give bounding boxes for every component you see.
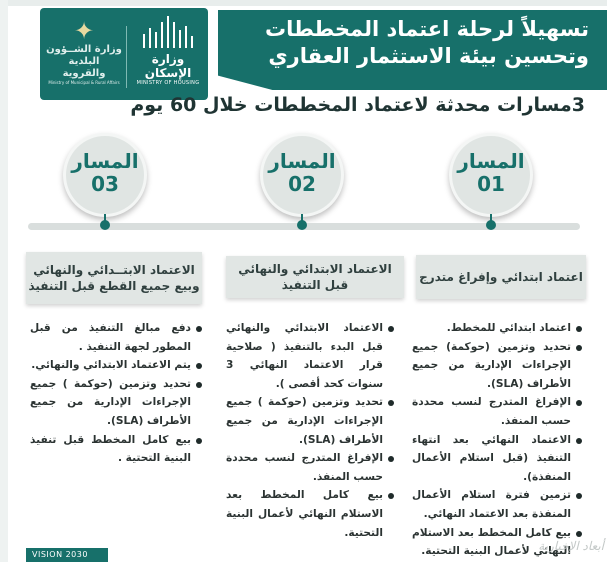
- track-1-label: المسار: [457, 149, 525, 173]
- buildings-icon: [138, 14, 198, 48]
- watermark: أبعاد الإخبارية: [538, 539, 604, 553]
- list-item: بيع كامل المخطط بعد الاستلام النهائي لأعمال البنية التحتية.: [226, 486, 394, 542]
- moh-logo-english: MINISTRY OF HOUSING: [136, 80, 200, 86]
- mia-logo-arabic: وزارة الشــؤون البلدية والقروية: [46, 44, 122, 79]
- moh-logo: [132, 14, 204, 87]
- title-line-1: تسهيلاً لرحلة اعتماد المخططات: [264, 17, 589, 41]
- moh-logo-arabic: وزارة الإسكان: [144, 52, 192, 80]
- list-item: الإفراغ المتدرج لنسب محددة حسب المنفذ.: [226, 449, 394, 486]
- mia-logo: [46, 18, 122, 86]
- top-border: [0, 0, 607, 6]
- track-2-label: المسار: [268, 149, 336, 173]
- palm-swords-emblem-icon: ✦: [73, 17, 95, 45]
- list-item: دفع مبالغ التنفيذ من قبل المطور لجهة التنفيذ .: [30, 319, 202, 356]
- list-item: بيع كامل المخطط بعد الاستلام النهائي لأعمال البنية التحتية.: [412, 524, 582, 561]
- track-3-circle: [63, 133, 147, 217]
- track-2-circle: [260, 133, 344, 217]
- left-border: [0, 0, 8, 562]
- track-1-list: [412, 319, 582, 561]
- title-line-2: وتحسين بيئة الاستثمار العقاري: [268, 44, 589, 68]
- logo-divider: [126, 26, 127, 88]
- track-1-dot: [486, 220, 496, 230]
- list-item: بيع كامل المخطط قبل تنفيذ البنية التحتية .: [30, 431, 202, 468]
- list-item: تزمين فترة استلام الأعمال المنفذة بعد الاعتماد النهائي.: [412, 486, 582, 523]
- track-2-number: 02: [288, 172, 316, 196]
- list-item: تحديد وتزمين (حوكمة) جميع الإجراءات الإدارية من جميع الأطراف (SLA).: [412, 338, 582, 394]
- ministry-logos: [40, 8, 208, 100]
- mia-logo-english: Ministry of Municipal & Rural Affairs: [48, 80, 120, 85]
- track-2-dot: [297, 220, 307, 230]
- list-item: الإفراغ المتدرج لنسب محددة حسب المنفذ.: [412, 393, 582, 430]
- track-1-heading: اعتماد ابتدائي وإفراغ متدرج: [416, 255, 586, 299]
- vision-2030-logo: VISION 2030: [26, 548, 108, 562]
- track-1-number: 01: [477, 172, 505, 196]
- track-2-heading: الاعتماد الابتدائي والنهائي قبل التنفيذ: [226, 256, 404, 298]
- page-title: [229, 16, 589, 70]
- track-3-number: 03: [91, 172, 119, 196]
- subtitle: 3مسارات محدثة لاعتماد المخططات خلال 60 يوم: [130, 94, 585, 116]
- track-3-label: المسار: [71, 149, 139, 173]
- track-3-list: [30, 319, 202, 468]
- track-3-heading: الاعتماد الابتــدائي والنهائي وبيع جميع القطع قبل التنفيذ: [26, 252, 202, 304]
- list-item: يتم الاعتماد الابتدائي والنهائي.: [30, 356, 202, 375]
- list-item: تحديد وتزمين (حوكمة ) جميع الإجراءات الإدارية من جميع الأطراف (SLA).: [226, 393, 394, 449]
- list-item: تحديد وتزمين (حوكمة ) جميع الإجراءات الإدارية من جميع الأطراف (SLA).: [30, 375, 202, 431]
- list-item: الاعتماد النهائي بعد انتهاء التنفيذ (قبل استلام الأعمال المنفذة).: [412, 431, 582, 487]
- list-item: الاعتماد الابتدائي والنهائي قبل البدء بالتنفيذ ( صلاحية قرار الاعتماد النهائي 3 سنوات كحد أقصى ).: [226, 319, 394, 393]
- track-3-dot: [100, 220, 110, 230]
- track-1-circle: [449, 133, 533, 217]
- list-item: اعتماد ابتدائي للمخطط.: [412, 319, 582, 338]
- track-2-list: [226, 319, 394, 542]
